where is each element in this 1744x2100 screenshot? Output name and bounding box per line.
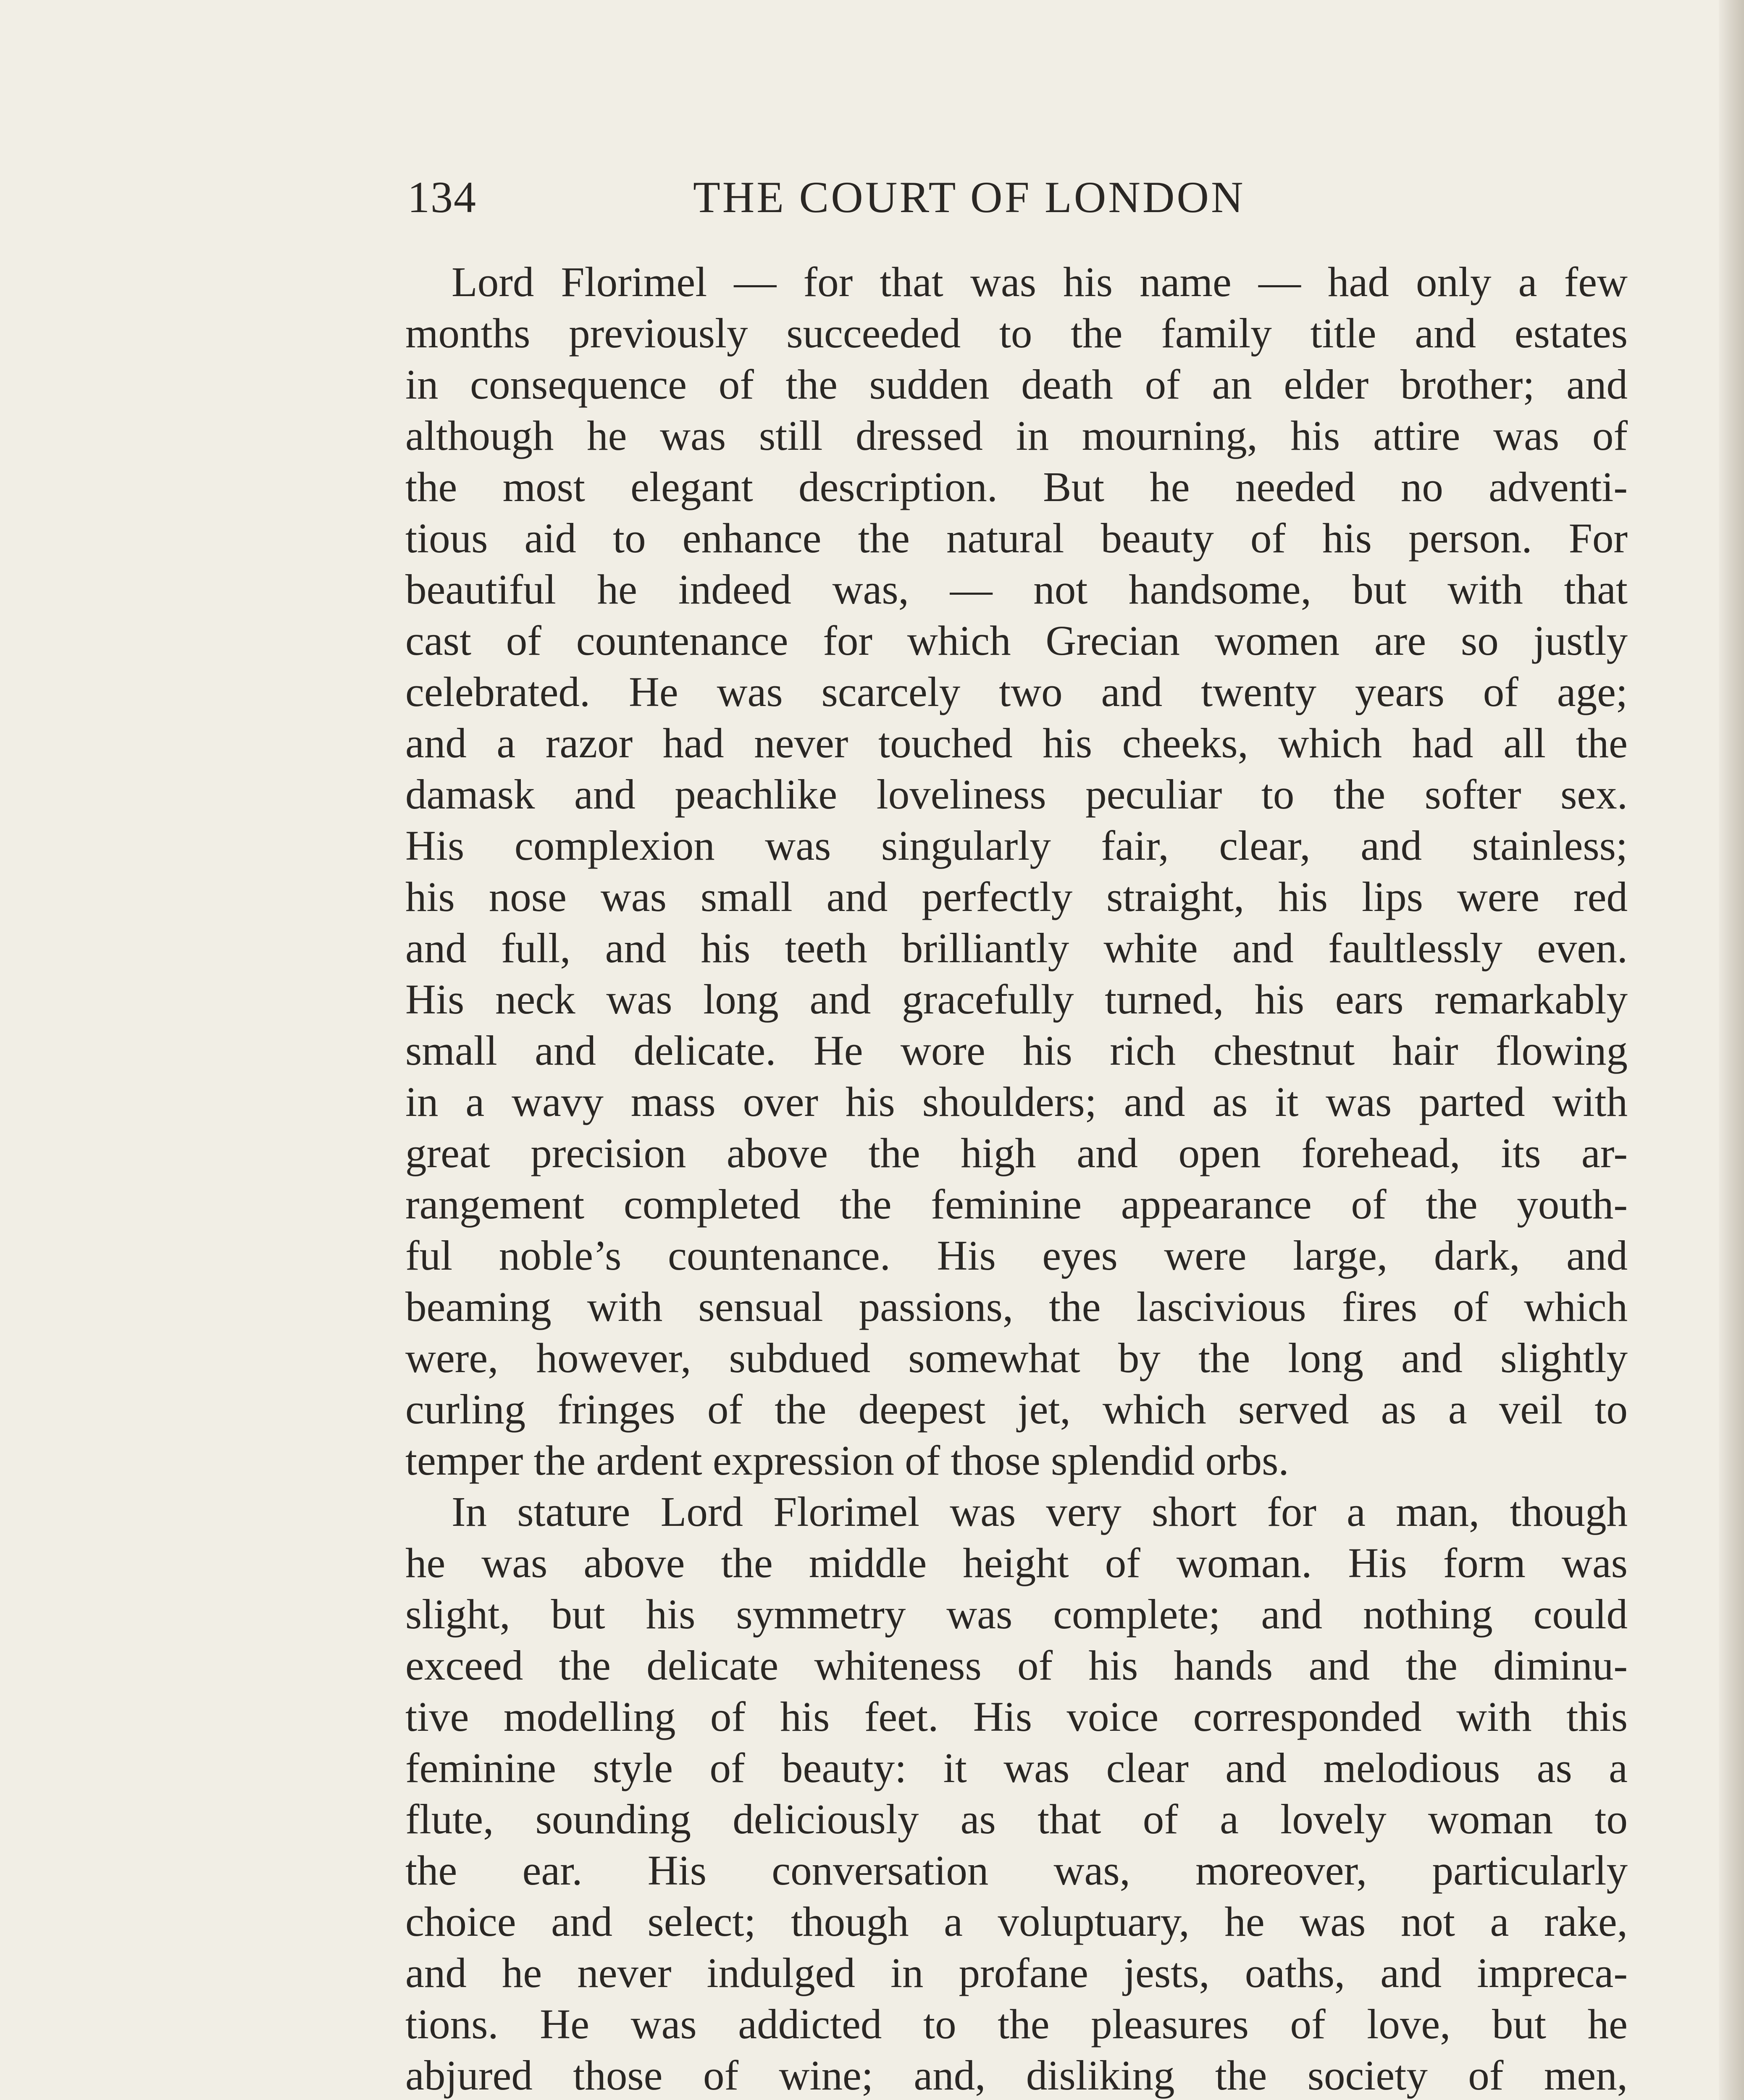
text-line: beautiful he indeed was, — not handsome, but with that (405, 566, 1628, 613)
text-line: and full, and his teeth brilliantly white and faultlessly even. (405, 924, 1628, 971)
text-line: His complexion was singularly fair, clear, and stainless; (405, 822, 1628, 869)
text-line: temper the ardent expression of those splendid orbs. (405, 1437, 1289, 1484)
text-line: damask and peachlike loveliness peculiar to the softer sex. (405, 771, 1628, 818)
text-line: feminine style of beauty: it was clear and melodious as a (405, 1744, 1628, 1791)
text-line: In stature Lord Florimel was very short for a man, though (452, 1488, 1628, 1535)
text-line: curling fringes of the deepest jet, which served as a veil to (405, 1386, 1628, 1433)
text-line: abjured those of wine; and, disliking the society of men, (405, 2052, 1628, 2099)
text-line: tive modelling of his feet. His voice corresponded with this (405, 1693, 1628, 1740)
text-line: and he never indulged in profane jests, oaths, and impreca- (405, 1949, 1628, 1996)
text-line: he was above the middle height of woman. His form was (405, 1539, 1628, 1586)
text-line: His neck was long and gracefully turned, his ears remarkably (405, 976, 1628, 1023)
text-line: tions. He was addicted to the pleasures of love, but he (405, 2000, 1628, 2048)
paragraph-1 (405, 256, 1628, 1486)
text-line: although he was still dressed in mourning, his attire was of (405, 412, 1628, 459)
text-line: choice and select; though a voluptuary, he was not a rake, (405, 1898, 1628, 1945)
text-line: slight, but his symmetry was complete; and nothing could (405, 1591, 1628, 1638)
text-line: Lord Florimel — for that was his name — had only a few (452, 258, 1628, 305)
page-edge-shadow (1719, 0, 1744, 2100)
body-text (405, 256, 1628, 2100)
text-line: exceed the delicate whiteness of his hands and the diminu- (405, 1642, 1628, 1689)
text-line: ful noble’s countenance. His eyes were large, dark, and (405, 1232, 1628, 1279)
text-line: months previously succeeded to the family title and estates (405, 310, 1628, 357)
text-line: the most elegant description. But he needed no adventi- (405, 463, 1628, 510)
text-line: and a razor had never touched his cheeks, which had all the (405, 719, 1628, 766)
text-line: the ear. His conversation was, moreover, particularly (405, 1847, 1628, 1894)
running-head (407, 166, 1628, 229)
text-line: in consequence of the sudden death of an elder brother; and (405, 361, 1628, 408)
text-line: rangement completed the feminine appearance of the youth- (405, 1181, 1628, 1228)
text-line: in a wavy mass over his shoulders; and as it was parted with (405, 1078, 1628, 1125)
paragraph-2 (405, 1486, 1628, 2100)
text-line: celebrated. He was scarcely two and twenty years of age; (405, 668, 1628, 715)
text-line: cast of countenance for which Grecian women are so justly (405, 617, 1628, 664)
text-line: small and delicate. He wore his rich chestnut hair flowing (405, 1027, 1628, 1074)
text-line: beaming with sensual passions, the lascivious fires of which (405, 1283, 1628, 1330)
text-line: great precision above the high and open forehead, its ar- (405, 1129, 1628, 1176)
text-line: flute, sounding deliciously as that of a lovely woman to (405, 1796, 1628, 1843)
text-line: tious aid to enhance the natural beauty of his person. For (405, 514, 1628, 562)
running-title: THE COURT OF LONDON (693, 173, 1245, 222)
page-number: 134 (407, 173, 477, 222)
text-line: were, however, subdued somewhat by the long and slightly (405, 1334, 1628, 1381)
text-line: his nose was small and perfectly straight, his lips were red (405, 873, 1628, 920)
